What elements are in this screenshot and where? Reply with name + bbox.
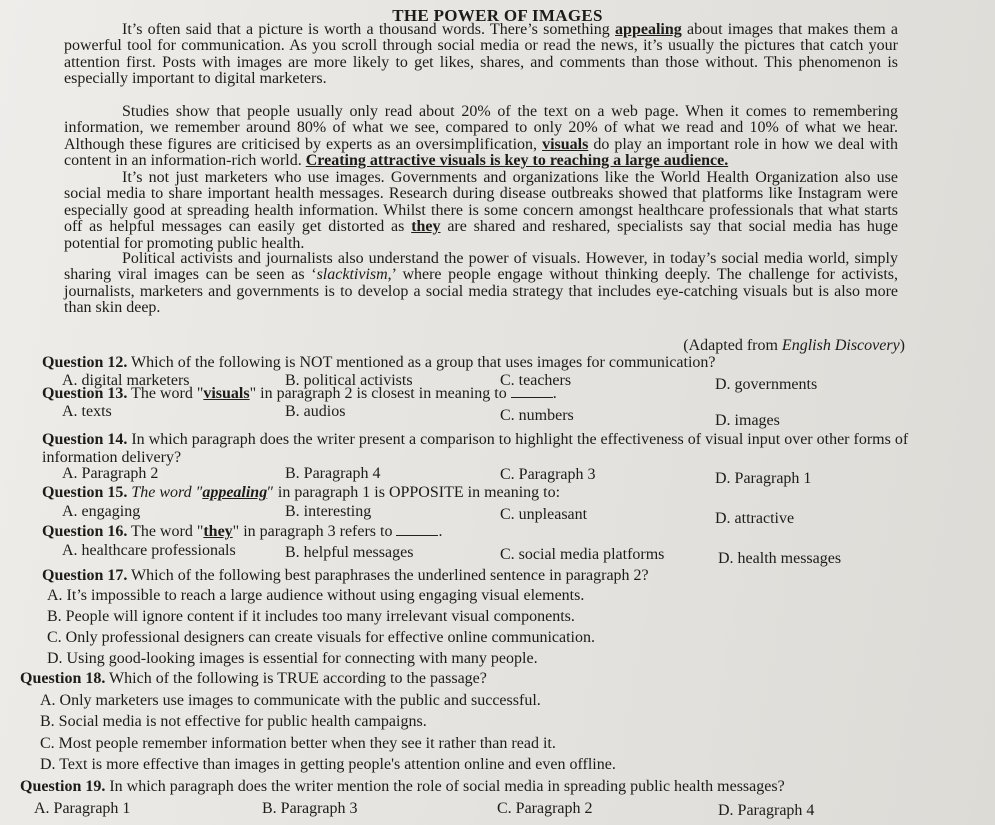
answer-blank[interactable] — [511, 397, 553, 398]
source-citation: (Adapted from English Discovery) — [683, 337, 905, 354]
option-c[interactable]: C. social media platforms — [500, 546, 665, 563]
option-d[interactable]: D. images — [715, 412, 780, 429]
underlined-word-they: they — [411, 218, 441, 236]
option-d[interactable]: D. Text is more effective than images in getting people's attention online and even offline. — [40, 756, 616, 773]
question-19: Question 19. In which paragraph does the writer mention the role of social media in spreading public health messages? — [20, 778, 785, 795]
underlined-word-appealing: appealing — [615, 21, 682, 38]
option-a[interactable]: A. texts — [62, 403, 112, 420]
question-18: Question 18. Which of the following is TRUE according to the passage? — [20, 670, 487, 687]
option-c[interactable]: C. Most people remember information better when they see it rather than read it. — [40, 735, 556, 752]
option-b[interactable]: B. Social media is not effective for public health campaigns. — [40, 713, 427, 730]
paragraph-1: It’s often said that a picture is worth a thousand words. There’s something appealing about images that makes them a powerful tool for communication. As you scroll through social media or read the news, it’s usually the pictures that catch your attention first. Posts with images are more likely to get likes, shares, and comments than those without. This phenomenon is especially important to digital marketers. — [64, 21, 898, 88]
option-c[interactable]: C. teachers — [500, 372, 572, 389]
option-b[interactable]: B. People will ignore content if it includes too many irrelevant visual components. — [47, 608, 575, 625]
option-b[interactable]: B. Paragraph 4 — [285, 465, 381, 482]
question-13: Question 13. The word "visuals" in paragraph 2 is closest in meaning to . — [42, 385, 557, 402]
option-d[interactable]: D. governments — [715, 376, 818, 393]
option-c[interactable]: C. Only professional designers can create visuals for effective online communication. — [47, 629, 595, 646]
passage-title: THE POWER OF IMAGES — [392, 6, 603, 25]
option-a[interactable]: A. digital marketers — [62, 372, 190, 389]
option-d[interactable]: D. Paragraph 4 — [718, 802, 815, 819]
paragraph-3: It’s not just marketers who use images. Governments and organizations like the World Health Organization also use social media to share important health messages. Research during disease outbreaks showed that platforms like Instagram were especially good at spreading health information. Whilst there is some concern amongst healthcare professionals that what starts off as helpful messages can easily get distorted as they are shared and reshared, specialists say that social media has huge potential for promoting public health. — [64, 169, 898, 252]
option-b[interactable]: B. political activists — [285, 372, 413, 389]
answer-blank[interactable] — [396, 535, 438, 536]
option-c[interactable]: C. unpleasant — [500, 506, 588, 523]
question-12: Question 12. Which of the following is NOT mentioned as a group that uses images for communication? — [42, 354, 716, 371]
option-d[interactable]: D. Paragraph 1 — [715, 470, 812, 487]
option-b[interactable]: B. interesting — [285, 503, 372, 520]
question-15: Question 15. The word ″appealing″ in paragraph 1 is OPPOSITE in meaning to: — [42, 484, 561, 501]
option-b[interactable]: B. audios — [285, 403, 346, 420]
underlined-word-visuals: visuals — [542, 135, 589, 153]
option-c[interactable]: C. Paragraph 2 — [497, 800, 593, 817]
option-c[interactable]: C. numbers — [500, 407, 574, 424]
option-b[interactable]: B. helpful messages — [285, 544, 414, 561]
option-a[interactable]: A. engaging — [62, 503, 141, 520]
option-c[interactable]: C. Paragraph 3 — [500, 466, 596, 483]
underlined-sentence: Creating attractive visuals is key to reaching a large audience. — [305, 152, 729, 170]
question-17: Question 17. Which of the following best paraphrases the underlined sentence in paragraph 2? — [42, 567, 649, 584]
option-a[interactable]: A. healthcare professionals — [62, 542, 236, 559]
option-a[interactable]: A. Paragraph 2 — [62, 465, 159, 482]
question-14: Question 14. In which paragraph does the writer present a comparison to highlight the effectiveness of visual input over other forms of information delivery? — [42, 431, 909, 466]
option-b[interactable]: B. Paragraph 3 — [262, 800, 358, 817]
option-d[interactable]: D. attractive — [715, 510, 795, 527]
option-a[interactable]: A. Only marketers use images to communicate with the public and successful. — [40, 692, 541, 709]
option-a[interactable]: A. Paragraph 1 — [34, 800, 131, 817]
paragraph-4: Political activists and journalists also understand the power of visuals. However, in today’s social media world, simply sharing viral images can be seen as ‘slacktivism,’ where people engage without thinking deeply. The challenge for activists, journalists, marketers and governments is to develop a social media strategy that includes eye-catching visuals but is also more than skin deep. — [64, 250, 898, 317]
question-16: Question 16. The word "they" in paragraph 3 refers to . — [42, 523, 443, 540]
option-d[interactable]: D. Using good-looking images is essential for connecting with many people. — [47, 650, 538, 667]
paragraph-2: Studies show that people usually only read about 20% of the text on a web page. When it comes to remembering information, we remember around 80% of what we see, compared to only 20% of what we read and 10% of what we hear. Although these figures are criticised by experts as an oversimplification, visuals do play an important role in how we deal with content in an information-rich world. Creating attractive visuals is key to reaching a large audience. — [64, 103, 899, 170]
option-a[interactable]: A. It’s impossible to reach a large audience without using engaging visual elements. — [47, 587, 585, 604]
option-d[interactable]: D. health messages — [718, 550, 842, 567]
